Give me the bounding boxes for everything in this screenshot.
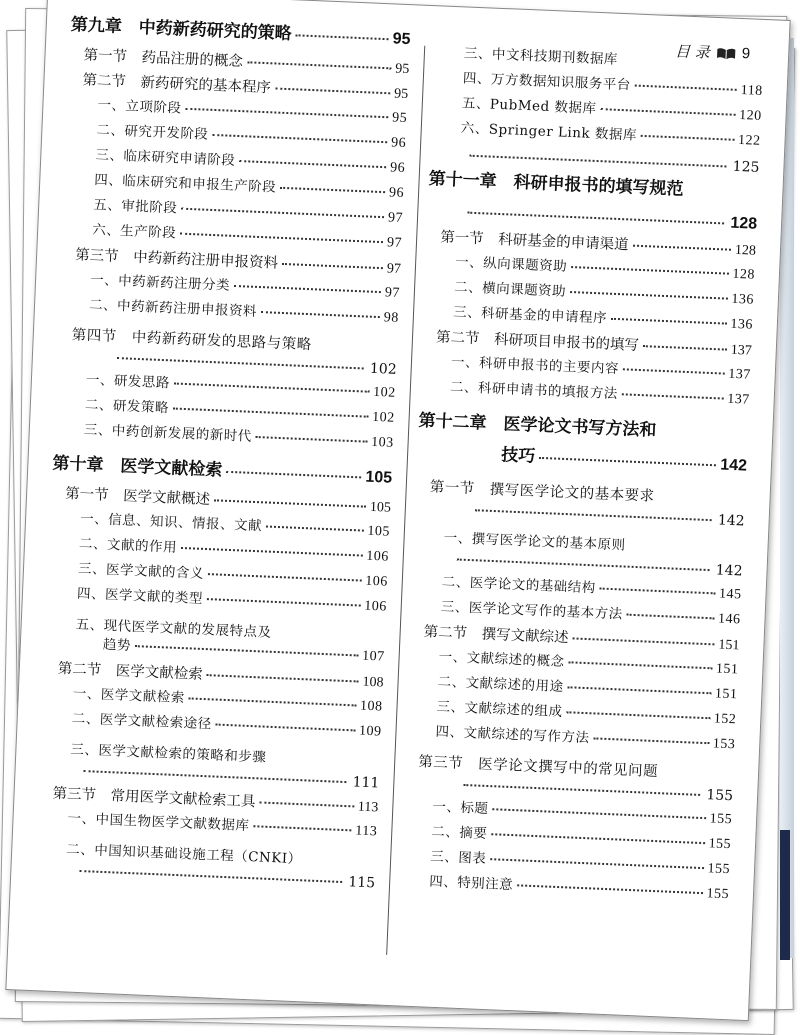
toc-section-title: 第三节 中药新药注册申报资料: [74, 247, 279, 272]
toc-item-title: 一、撰写医学论文的基本原则: [443, 529, 626, 554]
leader-dots: [280, 187, 385, 193]
toc-item-title-cont: 趋势: [102, 636, 132, 654]
toc-item-title: 三、中文科技期刊数据库: [463, 45, 619, 68]
toc-item-title: 三、图表: [429, 848, 487, 867]
page-ref: 106: [366, 548, 390, 565]
toc-chapter-title: 第十章 医学文献检索: [52, 453, 223, 481]
page-ref: 146: [717, 611, 741, 628]
page-ref: 96: [390, 135, 407, 152]
page-ref: 96: [389, 160, 406, 176]
toc-item-title: 一、医学文献检索: [72, 685, 186, 707]
toc-chapter-title: 第十二章 医学论文书写方法和: [418, 410, 657, 441]
leader-dots: [611, 318, 726, 325]
page-ref: 136: [731, 291, 755, 308]
leader-dots: [84, 770, 347, 783]
leader-dots: [181, 208, 384, 218]
page-ref: 113: [355, 823, 378, 840]
page-ref: 155: [709, 811, 733, 828]
page-ref: 155: [706, 886, 730, 903]
page-ref: 125: [732, 158, 760, 176]
leader-dots: [296, 34, 389, 40]
leader-dots: [600, 588, 715, 595]
toc-item-title: 三、科研基金的申请程序: [452, 304, 608, 327]
page-ref: 113: [357, 799, 379, 816]
leader-dots: [600, 108, 735, 116]
toc-item-title: 四、文献综述的写作方法: [435, 723, 590, 747]
leader-dots: [212, 134, 387, 143]
toc-chapter-title-cont: 技巧: [500, 445, 536, 467]
toc-item-title: 二、摘要: [431, 823, 488, 843]
page-ref: 122: [737, 132, 761, 149]
page-ref: 109: [358, 723, 382, 740]
toc-item-title: 二、医学论文的基础结构: [441, 573, 597, 597]
leader-dots: [189, 697, 356, 706]
toc-item-title: 六、生产阶段: [91, 221, 177, 242]
toc-section-title: 第三节 医学论文撰写中的常见问题: [417, 754, 659, 781]
page-number: 9: [741, 45, 751, 63]
leader-dots: [623, 368, 724, 374]
toc-section-title: 第二节 新药研究的基本程序: [82, 72, 272, 97]
leader-dots: [566, 711, 709, 719]
toc-right-column: [398, 46, 763, 913]
leader-dots: [622, 393, 723, 399]
leader-dots: [207, 674, 359, 682]
toc-item-title: 五、审批阶段: [92, 196, 178, 217]
page-ref: 107: [361, 648, 385, 665]
toc-item-title: 二、中药新药注册申报资料: [88, 296, 258, 320]
leader-dots: [475, 509, 712, 521]
leader-dots: [256, 436, 367, 443]
leader-dots: [573, 637, 715, 645]
page-ref: 98: [383, 310, 400, 326]
leader-dots: [266, 525, 363, 531]
leader-dots: [593, 737, 708, 744]
page-ref: 97: [386, 261, 402, 277]
toc-page: [5, 0, 790, 1021]
page-ref: 145: [718, 586, 742, 603]
page-ref: 142: [717, 512, 745, 530]
leader-dots: [181, 547, 362, 557]
toc-chapter-title: 第十一章 科研申报书的填写规范: [428, 169, 684, 200]
page-ref: 106: [363, 598, 388, 615]
page-ref: 153: [712, 736, 736, 753]
leader-dots: [457, 559, 710, 572]
toc-chapter-title: 第九章 中药新药研究的策略: [70, 14, 293, 45]
toc-item-title: 一、中药新药注册分类: [89, 271, 231, 294]
leader-dots: [517, 884, 702, 894]
leader-dots: [79, 870, 342, 883]
leader-dots: [239, 160, 386, 168]
toc-item-title: 二、科研申请书的填报方法: [449, 379, 619, 403]
page-ref: 152: [713, 711, 737, 728]
page-ref: 105: [369, 499, 392, 516]
leader-dots: [467, 212, 724, 225]
toc-item-title: 四、万方数据知识服务平台: [462, 70, 632, 94]
leader-dots: [185, 108, 388, 118]
page-ref: 105: [365, 468, 393, 487]
page-ref: 142: [715, 562, 743, 580]
page-ref: 155: [708, 836, 732, 853]
page-ref: 118: [740, 82, 763, 99]
page-ref: 95: [391, 110, 408, 127]
page-ref: 97: [387, 210, 404, 226]
toc-section-title: 第二节 科研项目申报书的填写: [435, 329, 640, 354]
toc-section-title: 第一节 科研基金的申请渠道: [439, 229, 629, 254]
page-ref: 155: [706, 787, 734, 805]
page-ref: 151: [718, 637, 740, 654]
toc-item-title: 二、研发策略: [84, 396, 170, 417]
toc-item-title: 三、中药创新发展的新时代: [83, 421, 253, 445]
leader-dots: [539, 457, 716, 466]
page-ref: 155: [707, 861, 731, 878]
page-ref: 120: [738, 107, 762, 124]
leader-dots: [569, 661, 712, 669]
page-ref: 128: [734, 242, 757, 259]
leader-dots: [282, 263, 383, 269]
toc-item-title: 一、信息、知识、情报、文献: [79, 510, 263, 535]
page-ref: 108: [359, 698, 383, 715]
page-ref: 137: [726, 391, 751, 408]
leader-dots: [207, 598, 360, 606]
leader-dots: [117, 357, 364, 369]
page-ref: 108: [362, 674, 384, 691]
leader-dots: [247, 61, 391, 69]
leader-dots: [261, 311, 380, 318]
page-ref: 128: [732, 266, 756, 283]
leader-dots: [216, 724, 355, 732]
leader-dots: [490, 858, 703, 869]
page-ref: 136: [730, 316, 754, 333]
leader-dots: [633, 245, 731, 251]
toc-item-title: 六、Springer Link 数据库: [460, 120, 638, 144]
page-ref: 137: [727, 366, 752, 383]
page-ref: 96: [388, 185, 405, 201]
leader-dots: [492, 808, 705, 819]
toc-section-title: 第一节 医学文献概述: [64, 486, 211, 509]
page-ref: 137: [730, 342, 753, 359]
page-ref: 151: [714, 686, 738, 703]
page-ref: 151: [715, 661, 739, 678]
leader-dots: [463, 784, 700, 796]
page-ref: 103: [370, 434, 394, 451]
toc-section-title: 第四节 中药新药研发的思路与策略: [71, 327, 312, 354]
page-ref: 106: [364, 573, 389, 590]
book-cover-edge: [780, 830, 790, 960]
leader-dots: [173, 407, 368, 417]
leader-dots: [641, 135, 734, 141]
leader-dots: [627, 614, 715, 620]
page-ref: 102: [371, 409, 395, 426]
toc-section-title: 第一节 药品注册的概念: [83, 47, 244, 71]
leader-dots: [174, 383, 369, 393]
leader-dots: [491, 833, 704, 844]
toc-item-title: 四、临床研究和申报生产阶段: [94, 172, 277, 196]
toc-item-title: 二、中国知识基础设施工程（CNKI）: [65, 841, 302, 868]
toc-item-title: 一、文献综述的概念: [438, 648, 565, 671]
toc-item-title: 一、研发思路: [85, 371, 171, 392]
toc-section-title: 第二节 撰写文献综述: [423, 624, 569, 647]
leader-dots: [571, 266, 728, 275]
toc-item-title: 五、现代医学文献的发展特点及: [75, 616, 272, 641]
toc-item-title: 二、医学文献检索途径: [71, 710, 212, 733]
page-ref: 115: [348, 874, 376, 892]
page-ref: 142: [719, 456, 748, 475]
leader-dots: [470, 155, 727, 168]
leader-dots: [570, 291, 727, 300]
page-ref: 105: [367, 523, 391, 540]
toc-item-title: 一、标题: [432, 798, 489, 818]
toc-section-title: 第一节 撰写医学论文的基本要求: [429, 479, 655, 505]
leader-dots: [643, 345, 727, 351]
leader-dots: [208, 573, 361, 581]
toc-item-title: 二、研究开发阶段: [96, 122, 209, 143]
toc-section-title: 第三节 常用医学文献检索工具: [52, 785, 256, 811]
leader-dots: [275, 87, 390, 94]
page-ref: 95: [392, 30, 411, 49]
toc-item-title: 一、中国生物医学文献数据库: [67, 810, 250, 835]
toc-item-title: 三、医学论文写作的基本方法: [440, 598, 623, 623]
leader-dots: [180, 233, 383, 243]
leader-dots: [226, 471, 361, 479]
toc-section-title: 第二节 医学文献检索: [57, 660, 204, 683]
page-ref: 95: [394, 61, 410, 78]
page-ref: 95: [393, 86, 409, 103]
page-ref: 128: [730, 214, 758, 233]
leader-dots: [259, 801, 354, 807]
toc-item-title: 三、医学文献的含义: [77, 560, 205, 582]
page-ref: 111: [352, 774, 380, 792]
leader-dots: [253, 825, 351, 831]
toc-left-column: [35, 14, 411, 900]
toc-item-title: 五、PubMed 数据库: [461, 95, 597, 117]
page-ref: 97: [384, 285, 401, 301]
toc-item-title: 一、纵向课题资助: [454, 254, 568, 275]
page-ref: 97: [386, 235, 403, 251]
leader-dots: [214, 499, 366, 507]
page-ref: 102: [369, 360, 397, 378]
leader-dots: [635, 85, 737, 91]
toc-item-title: 一、科研申报书的主要内容: [450, 354, 620, 378]
toc-item-title: 二、文献的作用: [78, 535, 178, 556]
toc-item-title: 四、医学文献的类型: [76, 585, 204, 607]
leader-dots: [234, 285, 381, 293]
leader-dots: [567, 686, 710, 694]
toc-item-title: 三、临床研究申请阶段: [95, 147, 236, 169]
header-label: 目 录: [674, 42, 711, 62]
toc-item-title: 二、文献综述的用途: [437, 673, 564, 696]
toc-item-title: 二、横向课题资助: [453, 279, 567, 300]
toc-item-title: 三、文献综述的组成: [436, 698, 563, 721]
toc-item-title: 一、立项阶段: [97, 97, 182, 117]
page-ref: 102: [372, 384, 396, 401]
toc-item-title: 三、医学文献检索的策略和步骤: [70, 741, 267, 766]
toc-item-title: 四、特别注意: [428, 873, 514, 894]
